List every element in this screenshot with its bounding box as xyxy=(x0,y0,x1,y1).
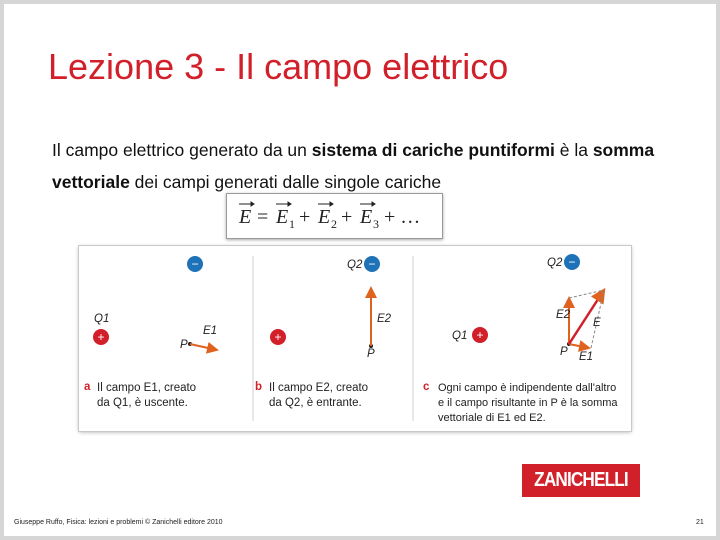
label-p-c: P xyxy=(560,346,568,358)
svg-text:+: + xyxy=(274,330,282,344)
svg-text:E: E xyxy=(239,206,252,228)
svg-text:+: + xyxy=(476,328,484,342)
formula-svg xyxy=(227,194,442,238)
svg-text:+: + xyxy=(97,330,105,344)
panel-b-caption-line1: Il campo E2, creato xyxy=(269,382,369,394)
panel-c-drawing xyxy=(472,254,604,348)
svg-text:−: − xyxy=(191,257,199,271)
panel-b-caption xyxy=(269,381,409,411)
label-q2-c: Q2 xyxy=(547,257,563,269)
label-q1-a: Q1 xyxy=(94,313,110,325)
slide-body-text xyxy=(52,134,692,198)
panel-a-drawing xyxy=(93,256,217,350)
panel-c-caption-line2: e il campo risultante in P è la somma xyxy=(438,397,618,409)
svg-text:+: + xyxy=(299,206,311,228)
svg-text:+ …: + … xyxy=(384,206,421,228)
label-e2-c: E2 xyxy=(556,309,571,321)
svg-text:1: 1 xyxy=(289,217,295,231)
panel-b-drawing xyxy=(270,256,380,348)
panel-a-caption xyxy=(97,381,247,411)
page-number: 21 xyxy=(696,519,704,526)
field-figure xyxy=(79,246,631,431)
svg-text:−: − xyxy=(568,255,576,269)
slide-title: Lezione 3 - Il campo elettrico xyxy=(48,46,509,87)
label-e2-b: E2 xyxy=(377,313,392,325)
panel-b-letter: b xyxy=(255,381,263,393)
panel-c-caption-line3: vettoriale di E1 ed E2. xyxy=(438,412,546,424)
body-bold-somma: somma vettoriale xyxy=(52,140,655,192)
body-text-part1: Il campo elettrico generato da un xyxy=(52,140,312,160)
panel-c-caption xyxy=(438,381,628,426)
formula-box xyxy=(226,193,443,239)
svg-text:+: + xyxy=(341,206,353,228)
svg-text:3: 3 xyxy=(373,217,379,231)
label-e1-a: E1 xyxy=(203,325,218,337)
svg-text:E: E xyxy=(318,206,331,228)
body-bold-sistema: sistema di cariche puntiformi xyxy=(311,140,555,160)
label-e-c: E xyxy=(593,317,601,329)
label-q1-c: Q1 xyxy=(452,330,468,342)
label-p-a: P xyxy=(180,339,188,351)
label-p-b: P xyxy=(367,348,375,360)
body-text-part3: dei campi generati dalle singole cariche xyxy=(129,172,442,192)
panel-c-letter: c xyxy=(423,381,430,393)
svg-text:E: E xyxy=(360,206,373,228)
label-q2-b: Q2 xyxy=(347,259,363,271)
svg-text:2: 2 xyxy=(331,217,337,231)
body-text-part2: è la xyxy=(554,140,593,160)
svg-text:=: = xyxy=(257,206,269,228)
panel-c-caption-line1: Ogni campo è indipendente dall'altro xyxy=(438,382,617,394)
panel-a-letter: a xyxy=(84,381,91,393)
svg-text:−: − xyxy=(368,257,376,271)
zanichelli-logo xyxy=(522,464,640,497)
panel-a-caption-line1: Il campo E1, creato xyxy=(97,382,197,394)
label-e1-c: E1 xyxy=(579,351,594,363)
panel-b-caption-line2: da Q2, è entrante. xyxy=(269,397,362,409)
logo-text: ZANICHELLI xyxy=(534,469,628,491)
panel-a-caption-line2: da Q1, è uscente. xyxy=(97,397,188,409)
footer-credit: Giuseppe Ruffo, Fisica: lezioni e problemi © Zanichelli editore 2010 xyxy=(14,519,223,526)
svg-text:E: E xyxy=(276,206,289,228)
